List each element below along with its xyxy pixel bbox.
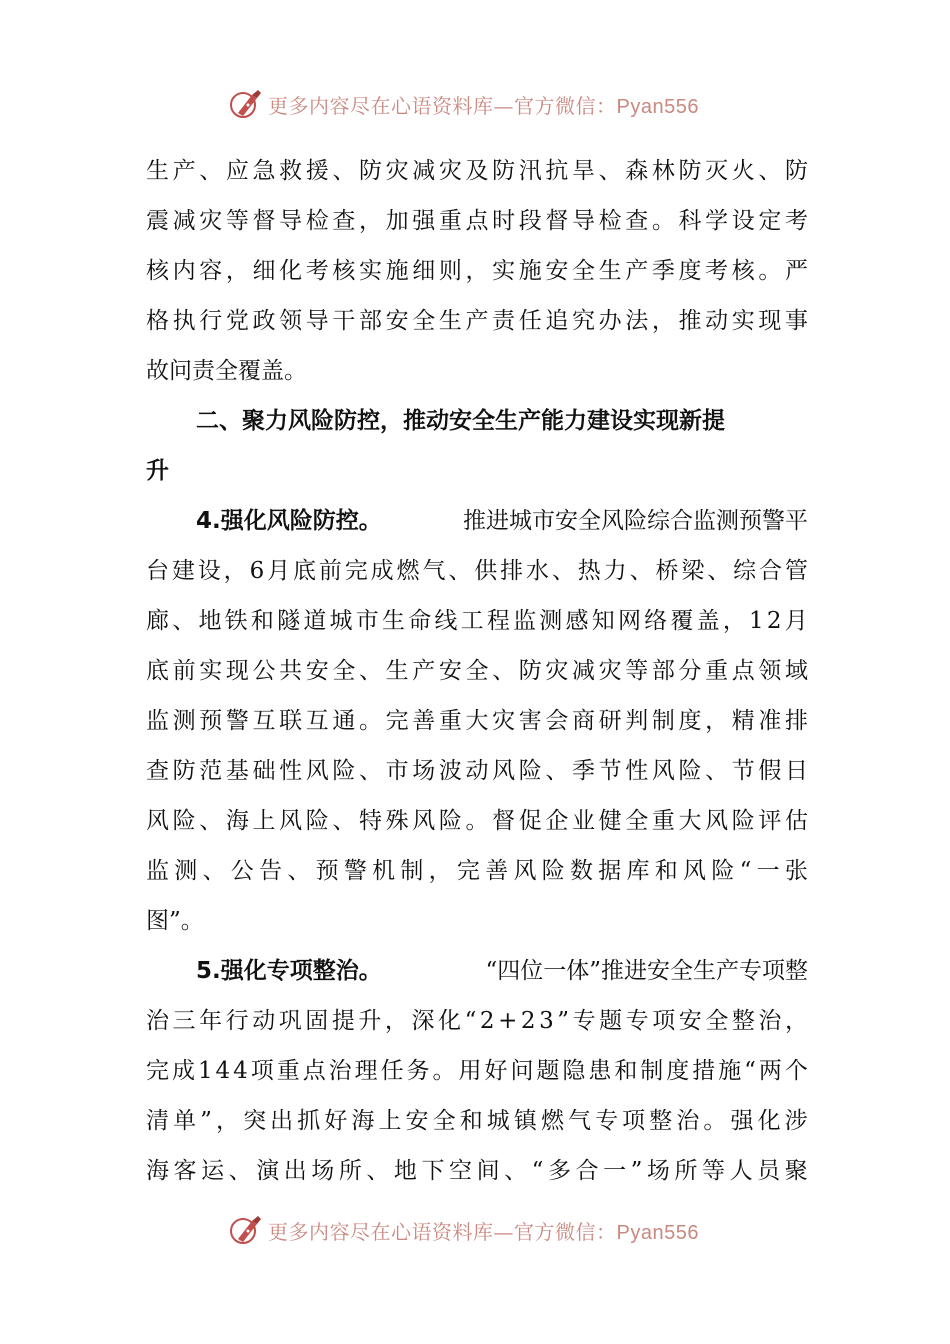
item-4-title: 4.强化风险防控。 xyxy=(196,508,382,534)
item-4-first-line xyxy=(146,496,808,546)
text-line: 底 前 实 现 公 共 安 全 、 生 产 安 全 、 防 灾 减 灾 等 部 分 重 点 领 域 xyxy=(146,658,808,684)
watermark-text: 更多内容尽在心语资料库—官方微信：Pyan556 xyxy=(268,93,699,118)
text-line: 震 减 灾 等 督 导 检 查 ， 加 强 重 点 时 段 督 导 检 查 。 科 学 设 定 考 xyxy=(146,208,808,234)
item-4-text: 推进城市安全风险综合监测预警平 xyxy=(463,508,808,534)
text-line: 图”。 xyxy=(146,908,204,934)
item-5-text: “四位一体”推进安全生产专项整 xyxy=(485,958,808,984)
item-5-first-line xyxy=(146,946,808,996)
text-line: 监 测 、 公 告 、 预 警 机 制 ， 完 善 风 险 数 据 库 和 风 险 “ 一 张 xyxy=(146,858,808,884)
item-4-paragraph xyxy=(146,496,808,946)
heading-line: 升 xyxy=(146,458,169,484)
watermark-banner-top xyxy=(228,84,728,124)
text-line: 廊 、 地 铁 和 隧 道 城 市 生 命 线 工 程 监 测 感 知 网 络 覆 盖 ， 1 2 月 xyxy=(146,608,808,634)
pen-nib-logo-icon xyxy=(228,86,264,122)
item-5-paragraph xyxy=(146,946,808,1196)
text-line: 监 测 预 警 互 联 互 通 。 完 善 重 大 灾 害 会 商 研 判 制 度 ， 精 准 排 xyxy=(146,708,808,734)
text-line: 风 险 、 海 上 风 险 、 特 殊 风 险 。 督 促 企 业 健 全 重 大 风 险 评 估 xyxy=(146,808,808,834)
text-line: 生 产 、 应 急 救 援 、 防 灾 减 灾 及 防 汛 抗 旱 、 森 林 防 灭 火 、 防 xyxy=(146,158,808,184)
text-line: 台 建 设 ， 6 月 底 前 完 成 燃 气 、 供 排 水 、 热 力 、 桥 梁 、 综 合 管 xyxy=(146,558,808,584)
watermark-banner-bottom xyxy=(228,1210,728,1250)
text-line: 格 执 行 党 政 领 导 干 部 安 全 生 产 责 任 追 究 办 法 ， 推 动 实 现 事 xyxy=(146,308,808,334)
text-line: 完 成 1 4 4 项 重 点 治 理 任 务 。 用 好 问 题 隐 患 和 制 度 措 施 “ 两 个 xyxy=(146,1058,808,1084)
text-line: 清 单 ” ， 突 出 抓 好 海 上 安 全 和 城 镇 燃 气 专 项 整 治 。 强 化 涉 xyxy=(146,1108,808,1134)
pen-nib-logo-icon xyxy=(228,1212,264,1248)
text-line: 海 客 运 、 演 出 场 所 、 地 下 空 间 、 “ 多 合 一 ” 场 所 等 人 员 聚 xyxy=(146,1158,808,1184)
text-line: 故问责全覆盖。 xyxy=(146,358,307,384)
watermark-text: 更多内容尽在心语资料库—官方微信：Pyan556 xyxy=(268,1219,699,1244)
text-line: 查 防 范 基 础 性 风 险 、 市 场 波 动 风 险 、 季 节 性 风 险 、 节 假 日 xyxy=(146,758,808,784)
item-5-title: 5.强化专项整治。 xyxy=(196,958,382,984)
paragraph-1 xyxy=(146,146,808,396)
text-line: 核 内 容 ， 细 化 考 核 实 施 细 则 ， 实 施 安 全 生 产 季 度 考 核 。 严 xyxy=(146,258,808,284)
heading-line: 二、聚力风险防控，推动安全生产能力建设实现新提 xyxy=(196,408,725,434)
document-body xyxy=(146,146,808,1196)
text-line: 治 三 年 行 动 巩 固 提 升 ， 深 化 “ 2 + 2 3 ” 专 题 专 项 安 全 整 治 ， xyxy=(146,1008,808,1034)
section-heading-2 xyxy=(146,396,808,496)
